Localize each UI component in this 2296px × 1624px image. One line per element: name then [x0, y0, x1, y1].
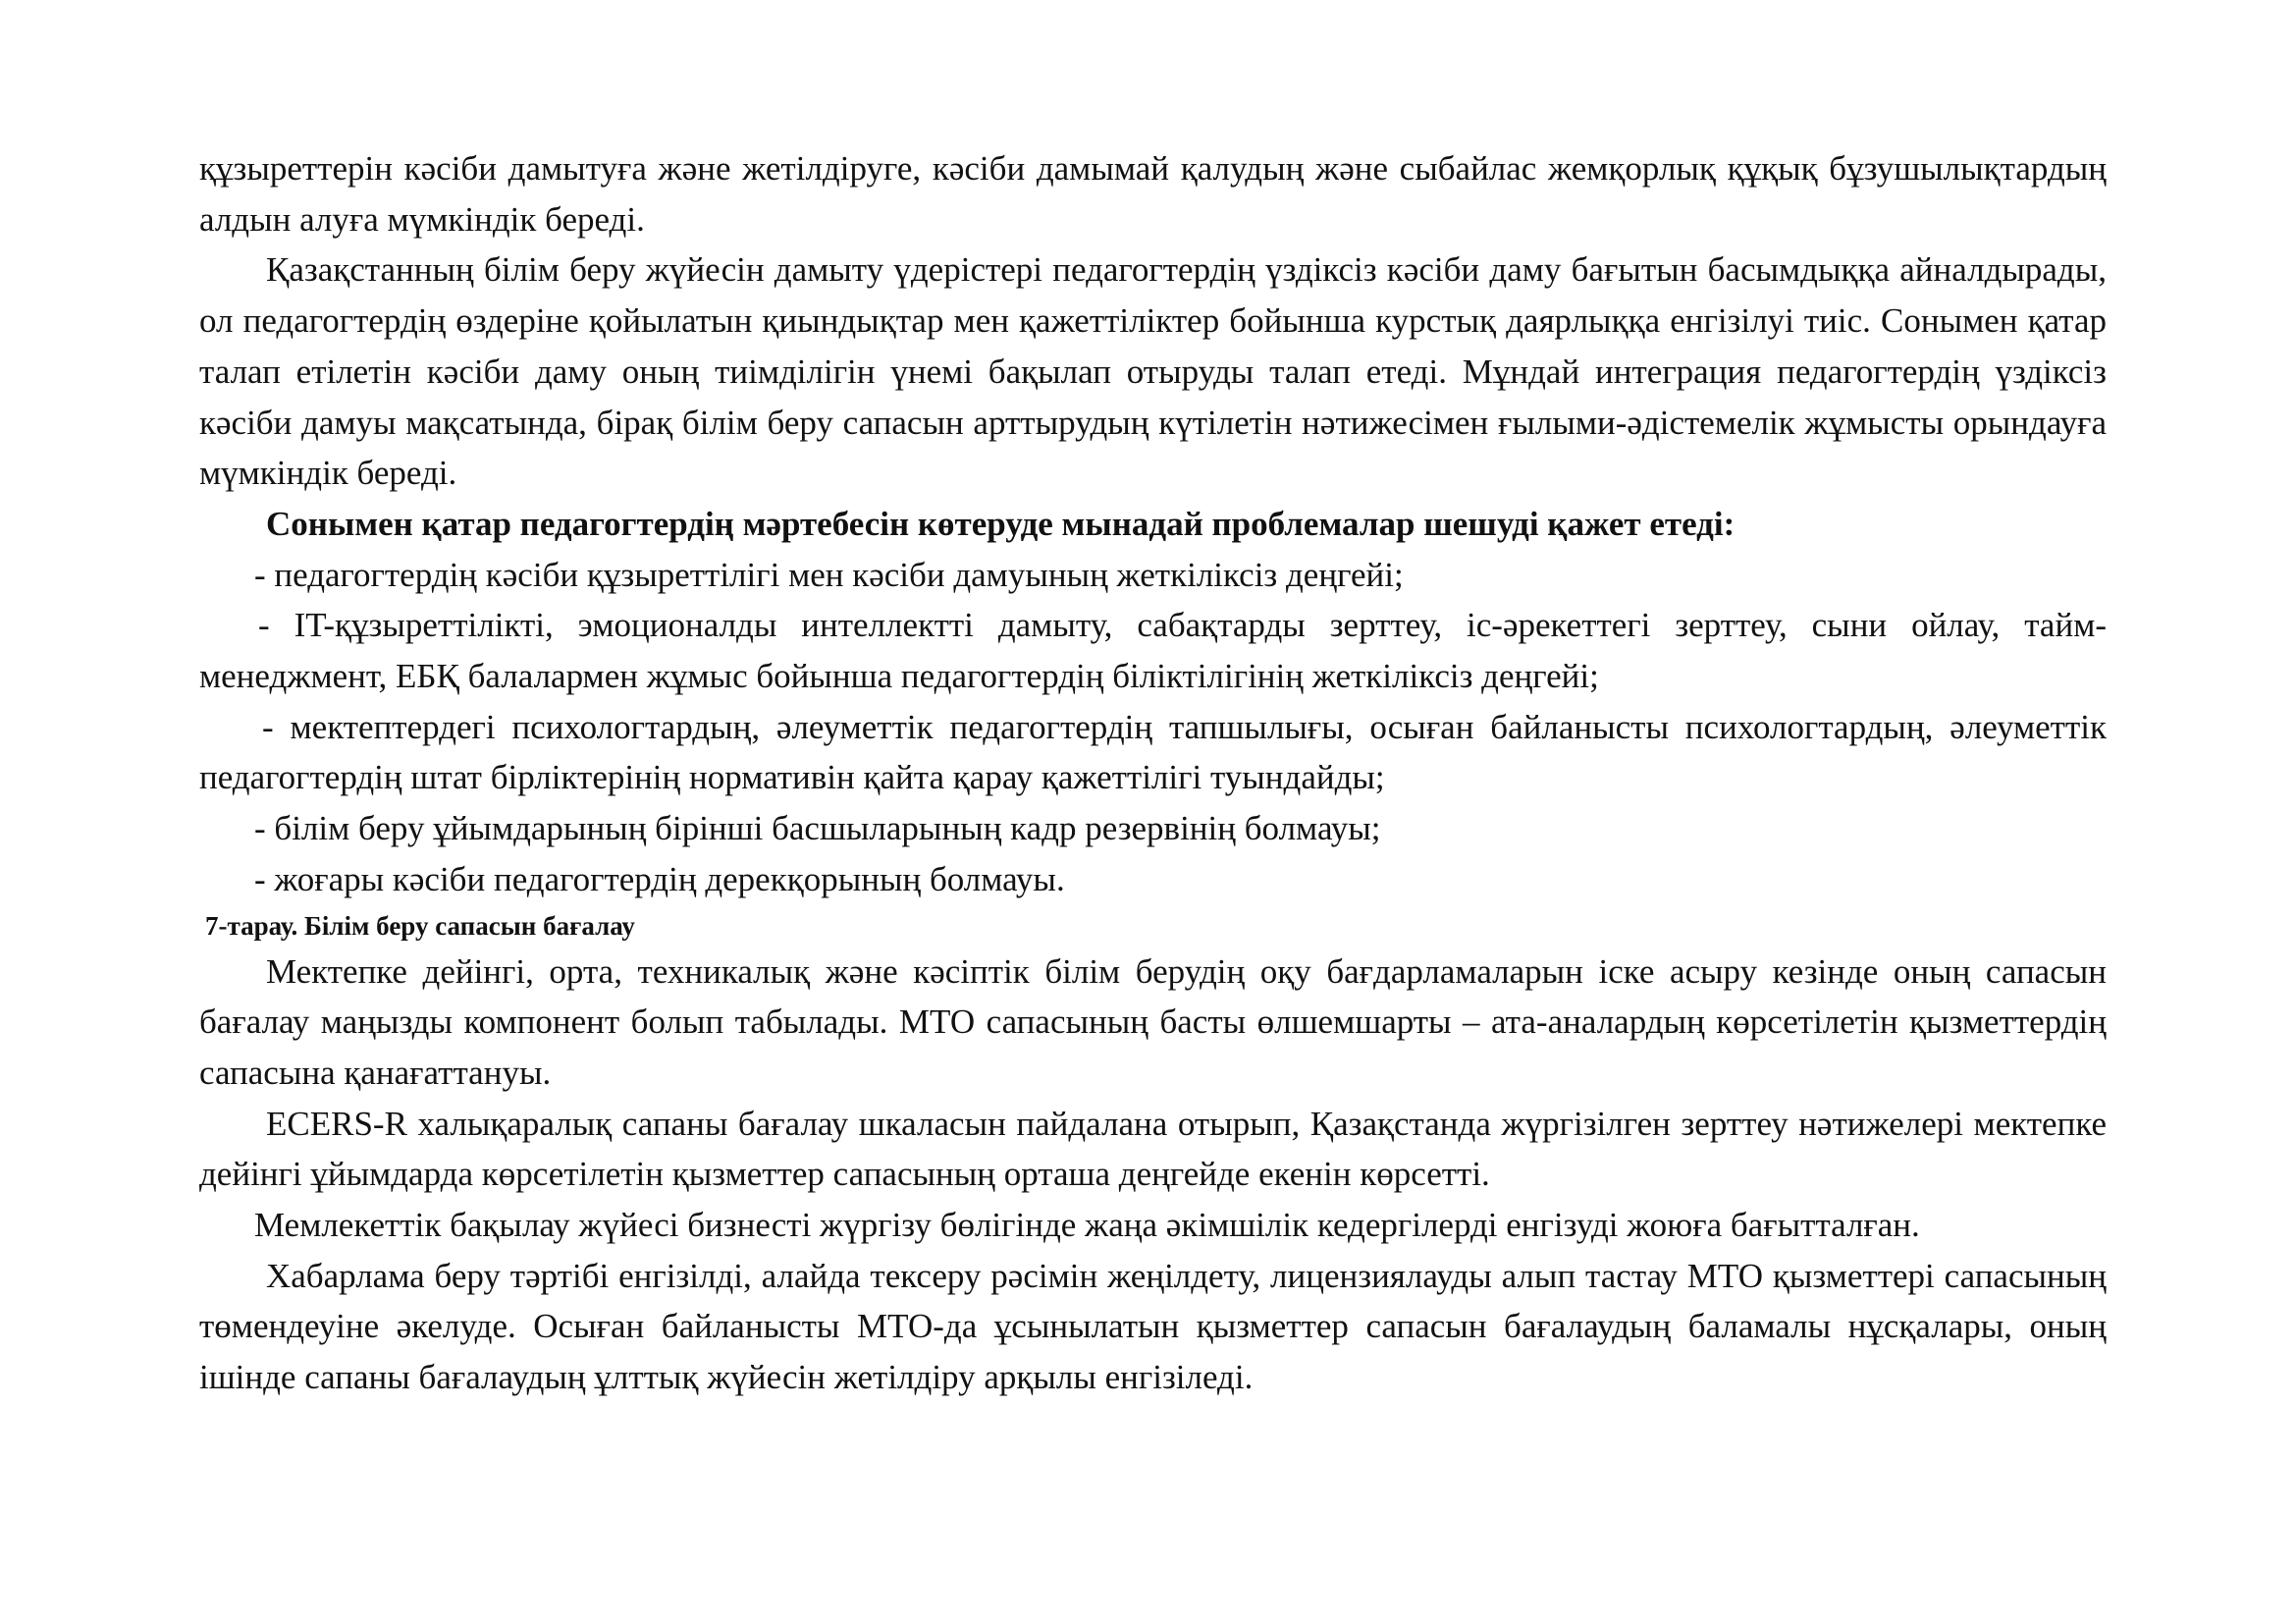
- paragraph-problems-heading: Сонымен қатар педагогтердің мәртебесін көтеруде мынадай проблемалар шешуді қажет етеді:: [266, 504, 1735, 543]
- list-item-it-competence: - IT-құзыреттілікті, эмоционалды интеллектті дамыту, сабақтарды зерттеу, іс-әрекеттегі зерттеу, сыни ойлау, тайм-менеджмент, ЕБҚ балалармен жұмыс бойынша педагогтердің біліктілігінің жеткіліксіз деңгейі;: [199, 606, 2107, 696]
- document-page: [199, 143, 2107, 1403]
- paragraph-notification-procedure: Хабарлама беру тәртібі енгізілді, алайда тексеру рәсімін жеңілдету, лицензиялауды алып тастау МТО қызметтері сапасының төмендеуіне әкелуде. Осыған байланысты МТО-да ұсынылатын қызметтер сапасын бағалаудың баламалы нұсқалары, оның ішінде сапаны бағалаудың ұлттық жүйесін жетілдіру арқылы енгізіледі.: [199, 1256, 2107, 1397]
- list-item-competence: - педагогтердің кәсіби құзыреттілігі мен кәсіби дамуының жеткіліксіз деңгейі;: [254, 555, 1404, 594]
- section-heading: 7-тарау. Білім беру сапасын бағалау: [205, 910, 635, 941]
- paragraph-continuation: құзыреттерін кәсіби дамытуға және жетілдіруге, кәсіби дамымай қалудың және сыбайлас жемқорлық құқық бұзушылықтардың алдын алуға мүмкіндік береді.: [199, 149, 2107, 239]
- list-item-personnel-reserve: - білім беру ұйымдарының бірінші басшыларының кадр резервінің болмауы;: [254, 809, 1381, 848]
- list-item-psychologists: - мектептердегі психологтардың, әлеуметтік педагогтердің тапшылығы, осыған байланысты психологтардың, әлеуметтік педагогтердің штат бірліктерінің нормативін қайта қарау қажеттілігі туындайды;: [199, 707, 2107, 797]
- paragraph-quality-assessment: Мектепке дейінгі, орта, техникалық және кәсіптік білім берудің оқу бағдарламаларын іске асыру кезінде оның сапасын бағалау маңызды компонент болып табылады. МТО сапасының басты өлшемшарты – ата-аналардың көрсетілетін қызметтердің сапасына қанағаттануы.: [199, 951, 2107, 1092]
- paragraph-state-control: Мемлекеттік бақылау жүйесі бизнесті жүргізу бөлігінде жаңа әкімшілік кедергілерді енгізуді жоюға бағытталған.: [254, 1206, 1920, 1245]
- list-item-teacher-database: - жоғары кәсіби педагогтердің дерекқорының болмауы.: [254, 859, 1065, 898]
- paragraph-education-development: Қазақстанның білім беру жүйесін дамыту үдерістері педагогтердің үздіксіз кәсіби даму бағытын басымдыққа айналдырады, ол педагогтердің өздеріне қойылатын қиындықтар мен қажеттіліктер бойынша курстық даярлыққа енгізілуі тиіс. Сонымен қатар талап етілетін кәсіби даму оның тиімділігін үнемі бақылап отыруды талап етеді. Мұндай интеграция педагогтердің үздіксіз кәсіби дамуы мақсатында, бірақ білім беру сапасын арттырудың күтілетін нәтижесімен ғылыми-әдістемелік жұмысты орындауға мүмкіндік береді.: [199, 250, 2107, 493]
- paragraph-ecers-r: ECERS-R халықаралық сапаны бағалау шкаласын пайдалана отырып, Қазақстанда жүргізілген зерттеу нәтижелері мектепке дейінгі ұйымдарда көрсетілетін қызметтер сапасының орташа деңгейде екенін көрсетті.: [199, 1104, 2107, 1194]
